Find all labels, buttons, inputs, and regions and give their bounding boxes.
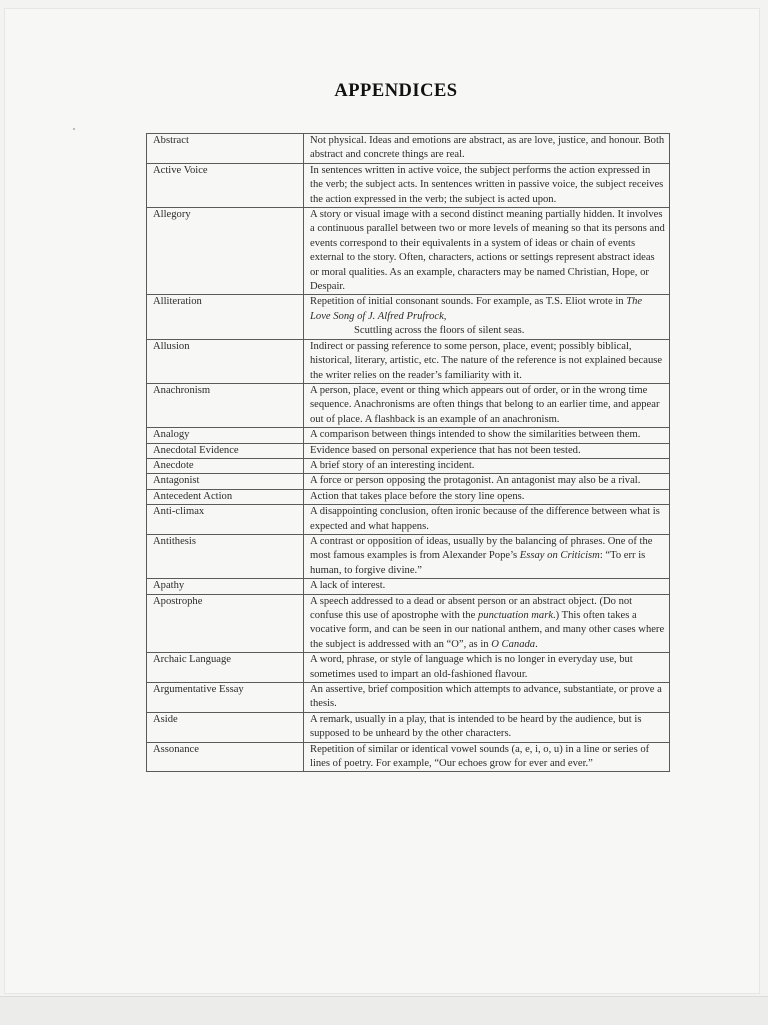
glossary-row bbox=[147, 134, 670, 164]
glossary-definition bbox=[304, 295, 670, 339]
glossary-term: Antithesis bbox=[147, 534, 304, 578]
glossary-definition bbox=[304, 534, 670, 578]
italic-title: punctuation mark bbox=[478, 610, 554, 621]
glossary-definition bbox=[304, 653, 670, 683]
glossary-row bbox=[147, 295, 670, 339]
glossary-definition bbox=[304, 594, 670, 653]
definition-text: In sentences written in active voice, the subject performs the action expressed in the verb; the subject acts. In sentences written in passive voice, the subject receives the action expressed in the verb; the subject is acted upon. bbox=[310, 164, 664, 205]
definition-text: Repetition of initial consonant sounds. For example, as T.S. Eliot wrote in bbox=[310, 296, 627, 308]
definition-text: A lack of interest. bbox=[310, 580, 386, 592]
glossary-row bbox=[147, 208, 670, 295]
glossary-term: Archaic Language bbox=[147, 653, 304, 683]
glossary-definition bbox=[304, 383, 670, 427]
definition-text: A force or person opposing the protagonist. An antagonist may also be a rival. bbox=[310, 475, 641, 487]
glossary-row bbox=[147, 443, 670, 458]
definition-text: A remark, usually in a play, that is intended to be heard by the audience, but is supposed to be unheard by the other characters. bbox=[310, 713, 642, 740]
italic-title: The Love Song of J. Alfred Prufrock bbox=[310, 296, 643, 322]
glossary-term: Allusion bbox=[147, 339, 304, 383]
glossary-row bbox=[147, 383, 670, 427]
glossary-term: Alliteration bbox=[147, 295, 304, 339]
glossary-row bbox=[147, 428, 670, 443]
glossary-term: Apathy bbox=[147, 579, 304, 594]
definition-text: Evidence based on personal experience that has not been tested. bbox=[310, 444, 581, 456]
page-title: APPENDICES bbox=[334, 81, 458, 101]
glossary-term: Argumentative Essay bbox=[147, 683, 304, 713]
glossary-row bbox=[147, 594, 670, 653]
glossary-term: Active Voice bbox=[147, 163, 304, 207]
glossary-definition bbox=[304, 489, 670, 504]
glossary-term: Antecedent Action bbox=[147, 489, 304, 504]
definition-text: A word, phrase, or style of language which is no longer in everyday use, but sometimes used to impart an old-fashioned flavour. bbox=[310, 654, 633, 680]
glossary-term: Assonance bbox=[147, 742, 304, 772]
definition-text: . bbox=[535, 638, 538, 650]
glossary-row bbox=[147, 579, 670, 594]
glossary-definition bbox=[304, 712, 670, 742]
glossary-term: Analogy bbox=[147, 428, 304, 443]
glossary-row bbox=[147, 712, 670, 742]
glossary-definition bbox=[304, 742, 670, 772]
quoted-line: Scuttling across the floors of silent seas. bbox=[354, 325, 525, 337]
definition-text: A comparison between things intended to show the similarities between them. bbox=[310, 429, 641, 441]
glossary-term: Anecdotal Evidence bbox=[147, 443, 304, 458]
glossary-term: Anecdote bbox=[147, 458, 304, 473]
scanner-bottom-edge bbox=[0, 996, 768, 1025]
glossary-definition bbox=[304, 579, 670, 594]
glossary-table bbox=[146, 133, 670, 772]
definition-text: An assertive, brief composition which attempts to advance, substantiate, or prove a thesis. bbox=[310, 684, 662, 710]
definition-text: : “To err is human, to forgive divine.” bbox=[310, 550, 646, 576]
glossary-row bbox=[147, 339, 670, 383]
glossary-row bbox=[147, 458, 670, 473]
glossary-row bbox=[147, 489, 670, 504]
definition-text: A contrast or opposition of ideas, usually by the balancing of phrases. One of the most famous examples is from Alexander Pope’s bbox=[310, 535, 653, 562]
definition-text: , bbox=[443, 310, 447, 322]
glossary-definition bbox=[304, 683, 670, 713]
definition-text: A brief story of an interesting incident. bbox=[310, 459, 475, 471]
glossary-definition bbox=[304, 428, 670, 443]
glossary-row bbox=[147, 474, 670, 489]
italic-title: O Canada bbox=[491, 638, 536, 650]
definition-text: A disappointing conclusion, often ironic because of the difference between what is expected and what happens. bbox=[310, 506, 660, 532]
glossary-definition bbox=[304, 505, 670, 535]
glossary-row bbox=[147, 505, 670, 535]
glossary-term: Antagonist bbox=[147, 474, 304, 489]
glossary-row bbox=[147, 683, 670, 713]
definition-text: Indirect or passing reference to some person, place, event; possibly biblical, historical, literary, artistic, etc. The nature of the reference is not explained because the writer relies on the reader’s familiarity with it. bbox=[310, 340, 663, 381]
glossary-row bbox=[147, 163, 670, 207]
glossary-definition bbox=[304, 134, 670, 164]
glossary-term: Apostrophe bbox=[147, 594, 304, 653]
definition-text: Repetition of similar or identical vowel sounds (a, e, i, o, u) in a line or series of lines of poetry. For example, “Our echoes grow for ever and ever.” bbox=[310, 743, 650, 770]
definition-text: Action that takes place before the story line opens. bbox=[310, 490, 525, 502]
glossary-definition bbox=[304, 458, 670, 473]
glossary-body bbox=[147, 134, 670, 772]
definition-text: Not physical. Ideas and emotions are abstract, as are love, justice, and honour. Both abstract and concrete things are real. bbox=[310, 135, 665, 161]
glossary-term: Anachronism bbox=[147, 383, 304, 427]
glossary-definition bbox=[304, 208, 670, 295]
definition-text: A person, place, event or thing which appears out of order, or in the wrong time sequence. Anachronisms are often things that belong to an earlier time, and appear out of place. A flashback is an example of an anachronism. bbox=[310, 384, 660, 425]
glossary-row bbox=[147, 653, 670, 683]
glossary-definition bbox=[304, 474, 670, 489]
glossary-term: Abstract bbox=[147, 134, 304, 164]
glossary-row bbox=[147, 742, 670, 772]
glossary-row bbox=[147, 534, 670, 578]
glossary-term: Aside bbox=[147, 712, 304, 742]
definition-text: .) This often takes a vocative form, and can be seen in our national anthem, and many other cases where the subject is addressed with an “O”, as in bbox=[310, 610, 665, 650]
scan-speck bbox=[73, 128, 75, 130]
definition-text: A speech addressed to a dead or absent person or an abstract object. (Do not confuse this use of apostrophe with the bbox=[310, 595, 633, 621]
italic-title: Essay on Criticism bbox=[519, 550, 600, 562]
definition-text: A story or visual image with a second distinct meaning partially hidden. It involves a continuous parallel between two or more levels of meaning so that its persons and events correspond to their equivalents in a system of ideas or chain of events external to the story. Often, characters, actions or settings represent abstract ideas or moral qualities. As an example, characters may be named Christian, Hope, or Despair. bbox=[310, 209, 665, 293]
glossary-term: Allegory bbox=[147, 208, 304, 295]
glossary-term: Anti-climax bbox=[147, 505, 304, 535]
glossary-definition bbox=[304, 443, 670, 458]
glossary-definition bbox=[304, 163, 670, 207]
glossary-definition bbox=[304, 339, 670, 383]
